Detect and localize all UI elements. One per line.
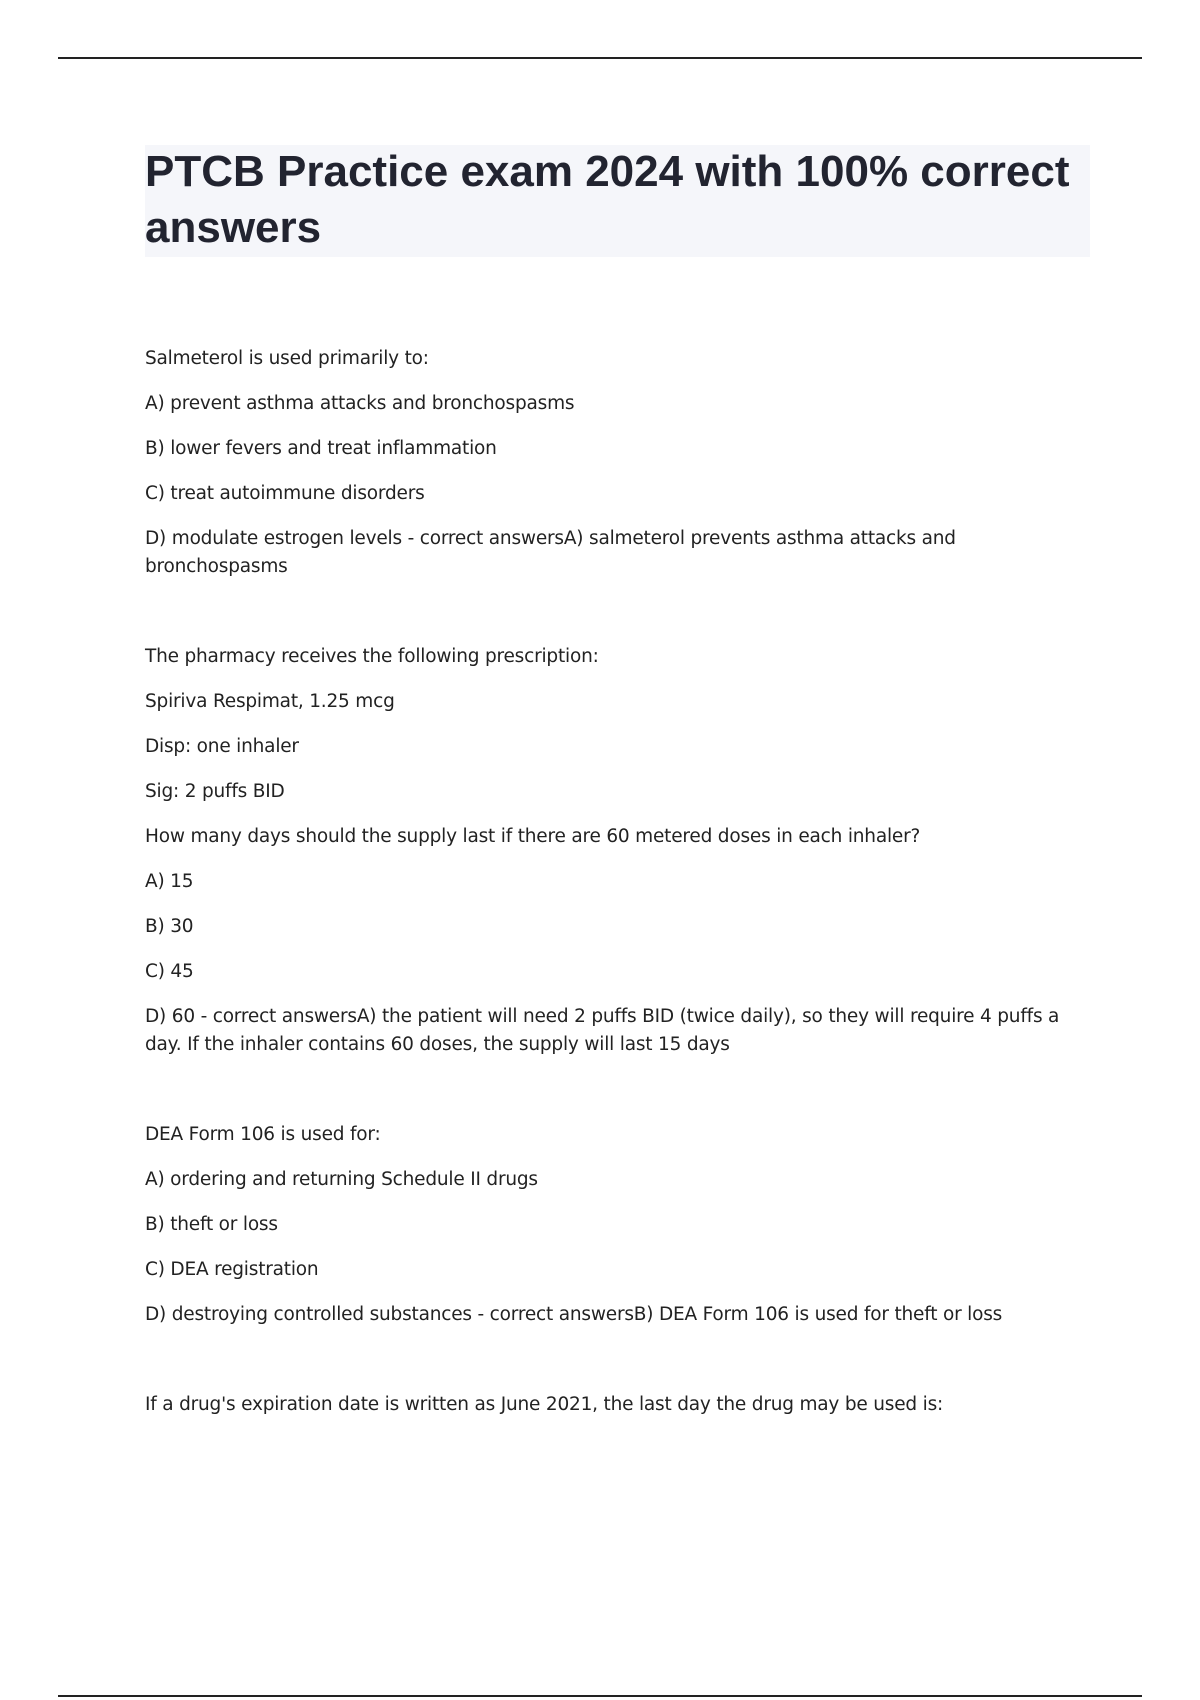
prescription-line: Disp: one inhaler — [145, 736, 299, 757]
answer-option: A) 15 — [145, 871, 194, 892]
question-block — [145, 1391, 1075, 1419]
prescription-line: Sig: 2 puffs BID — [145, 781, 285, 802]
document-body — [145, 345, 1075, 1419]
answer-option-with-explanation: D) 60 - correct answersA) the patient will need 2 puffs BID (twice daily), so they will require 4 puffs a day. If the inhaler contains 60 doses, the supply will last 15 days — [145, 1006, 1060, 1055]
answer-option: C) treat autoimmune disorders — [145, 483, 425, 504]
answer-option: C) DEA registration — [145, 1259, 319, 1280]
header-rule — [58, 57, 1142, 59]
question-block — [145, 345, 1075, 581]
answer-option: A) prevent asthma attacks and bronchospasms — [145, 393, 575, 414]
prescription-line: Spiriva Respimat, 1.25 mcg — [145, 691, 395, 712]
question-text: If a drug's expiration date is written as June 2021, the last day the drug may be used is: — [145, 1394, 944, 1415]
question-block — [145, 643, 1075, 1059]
question-text: Salmeterol is used primarily to: — [145, 348, 429, 369]
answer-option-with-explanation: D) destroying controlled substances - correct answersB) DEA Form 106 is used for theft or loss — [145, 1304, 1003, 1325]
answer-option: C) 45 — [145, 961, 194, 982]
answer-option-with-explanation: D) modulate estrogen levels - correct answersA) salmeterol prevents asthma attacks and bronchospasms — [145, 528, 956, 577]
answer-option: B) lower fevers and treat inflammation — [145, 438, 497, 459]
question-text: How many days should the supply last if there are 60 metered doses in each inhaler? — [145, 826, 921, 847]
answer-option: A) ordering and returning Schedule II drugs — [145, 1169, 538, 1190]
question-block — [145, 1121, 1075, 1329]
answer-option: B) theft or loss — [145, 1214, 278, 1235]
footer-rule — [58, 1695, 1142, 1697]
document-title: PTCB Practice exam 2024 with 100% correct answers — [145, 147, 1070, 252]
answer-option: B) 30 — [145, 916, 194, 937]
question-text: The pharmacy receives the following prescription: — [145, 646, 599, 667]
question-text: DEA Form 106 is used for: — [145, 1124, 381, 1145]
